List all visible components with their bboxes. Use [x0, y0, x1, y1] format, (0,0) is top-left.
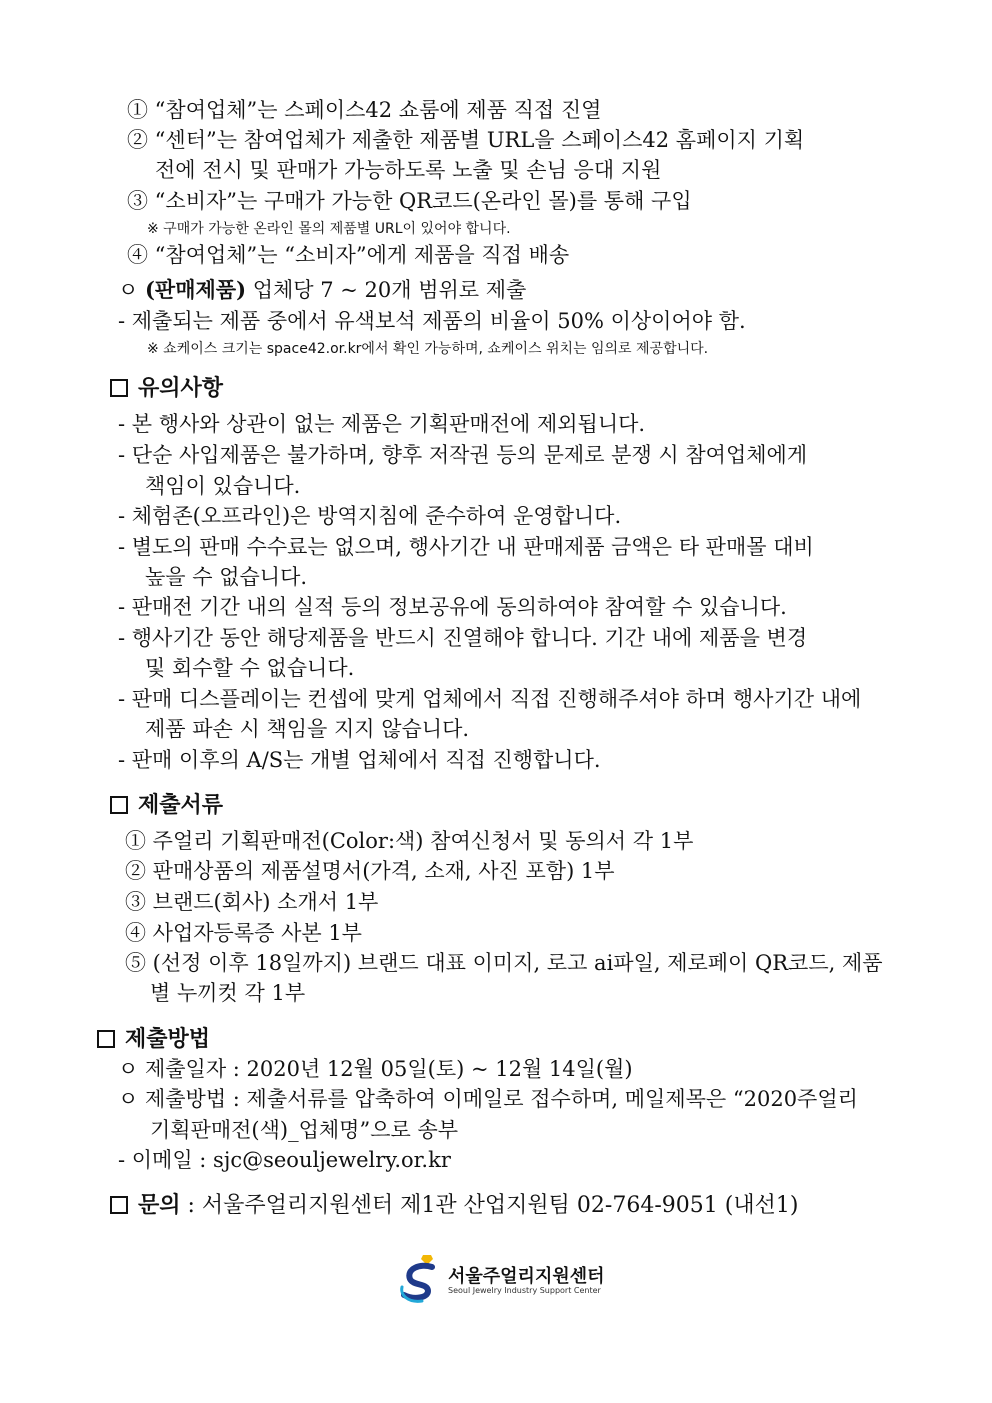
- notice-line-6-cont: 및 회수할 수 없습니다.: [145, 656, 355, 680]
- products-sub: - 제출되는 제품 중에서 유색보석 제품의 비율이 50% 이상이어야 함.: [118, 309, 746, 333]
- products-label: (판매제품): [144, 277, 247, 302]
- documents-heading-text: 제출서류: [138, 792, 224, 818]
- notice-line-7-cont: 제품 파손 시 책임을 지지 않습니다.: [145, 717, 470, 741]
- notice-heading: [110, 373, 223, 403]
- document-4: ④ 사업자등록증 사본 1부: [125, 921, 362, 945]
- logo-name: 서울주얼리지원센터: [448, 1266, 605, 1287]
- document-2: ② 판매상품의 제품설명서(가격, 소재, 사진 포함) 1부: [125, 859, 615, 883]
- document-3: ③ 브랜드(회사) 소개서 1부: [125, 890, 379, 914]
- checkbox-square-icon: [110, 796, 128, 814]
- inquiry-text: : 서울주얼리지원센터 제1관 산업지원팀 02-764-9051 (내선1): [180, 1193, 799, 1218]
- process-step-2: ② “센터”는 참여업체가 제출한 제품별 URL을 스페이스42 홈페이지 기획: [127, 128, 805, 152]
- inquiry-line: [110, 1190, 798, 1221]
- notice-line-4-cont: 높을 수 없습니다.: [145, 565, 308, 589]
- method-how: ㅇ 제출방법 : 제출서류를 압축하여 이메일로 접수하며, 메일제목은 “2020주얼리: [118, 1087, 858, 1111]
- document-5: ⑤ (선정 이후 18일까지) 브랜드 대표 이미지, 로고 ai파일, 제로페이 QR코드, 제품: [125, 951, 883, 975]
- notice-line-1: - 본 행사와 상관이 없는 제품은 기획판매전에 제외됩니다.: [118, 412, 646, 436]
- products-note: ※ 쇼케이스 크기는 space42.or.kr에서 확인 가능하며, 쇼케이스 위치는 임의로 제공합니다.: [147, 341, 709, 357]
- checkbox-square-icon: [110, 1196, 128, 1214]
- notice-line-6: - 행사기간 동안 해당제품을 반드시 진열해야 합니다. 기간 내에 제품을 변경: [118, 626, 808, 650]
- process-step-3: ③ “소비자”는 구매가 가능한 QR코드(온라인 몰)를 통해 구입: [127, 189, 692, 213]
- notice-heading-text: 유의사항: [138, 375, 224, 401]
- jewel-s-logo-icon: [398, 1253, 442, 1305]
- process-step-1: ① “참여업체”는 스페이스42 쇼룸에 제품 직접 진열: [127, 98, 602, 122]
- center-logo: [398, 1253, 605, 1305]
- process-step-3-note: ※ 구매가 가능한 온라인 몰의 제품별 URL이 있어야 합니다.: [147, 221, 511, 237]
- notice-line-8: - 판매 이후의 A/S는 개별 업체에서 직접 진행합니다.: [118, 748, 601, 772]
- inquiry-label: 문의: [138, 1192, 181, 1218]
- method-email: - 이메일 : sjc@seouljewelry.or.kr: [118, 1148, 451, 1172]
- document-5-cont: 별 누끼컷 각 1부: [150, 981, 306, 1005]
- process-step-4: ④ “참여업체”는 “소비자”에게 제품을 직접 배송: [127, 243, 570, 267]
- method-heading-text: 제출방법: [125, 1026, 211, 1052]
- notice-line-4: - 별도의 판매 수수료는 없으며, 행사기간 내 판매제품 금액은 타 판매몰 대비: [118, 535, 814, 559]
- checkbox-square-icon: [110, 379, 128, 397]
- notice-line-2: - 단순 사입제품은 불가하며, 향후 저작권 등의 문제로 분쟁 시 참여업체에게: [118, 443, 808, 467]
- notice-line-3: - 체험존(오프라인)은 방역지침에 준수하여 운영합니다.: [118, 504, 622, 528]
- products-text: 업체당 7 ~ 20개 범위로 제출: [246, 278, 527, 302]
- method-how-cont: 기획판매전(색)_업체명”으로 송부: [150, 1118, 459, 1142]
- products-line: [118, 275, 526, 305]
- process-step-2-cont: 전에 전시 및 판매가 가능하도록 노출 및 손님 응대 지원: [155, 158, 662, 182]
- method-date: ㅇ 제출일자 : 2020년 12월 05일(토) ~ 12월 14일(월): [118, 1057, 633, 1081]
- method-heading: [97, 1024, 210, 1054]
- notice-line-7: - 판매 디스플레이는 컨셉에 맞게 업체에서 직접 진행해주셔야 하며 행사기간 내에: [118, 687, 862, 711]
- bullet: ㅇ: [118, 278, 139, 302]
- checkbox-square-icon: [97, 1030, 115, 1048]
- documents-heading: [110, 790, 223, 820]
- logo-subtitle: Seoul Jewelry Industry Support Center: [448, 1286, 601, 1295]
- document-1: ① 주얼리 기획판매전(Color:색) 참여신청서 및 동의서 각 1부: [125, 829, 694, 853]
- notice-line-2-cont: 책임이 있습니다.: [145, 474, 301, 498]
- notice-line-5: - 판매전 기간 내의 실적 등의 정보공유에 동의하여야 참여할 수 있습니다.: [118, 595, 787, 619]
